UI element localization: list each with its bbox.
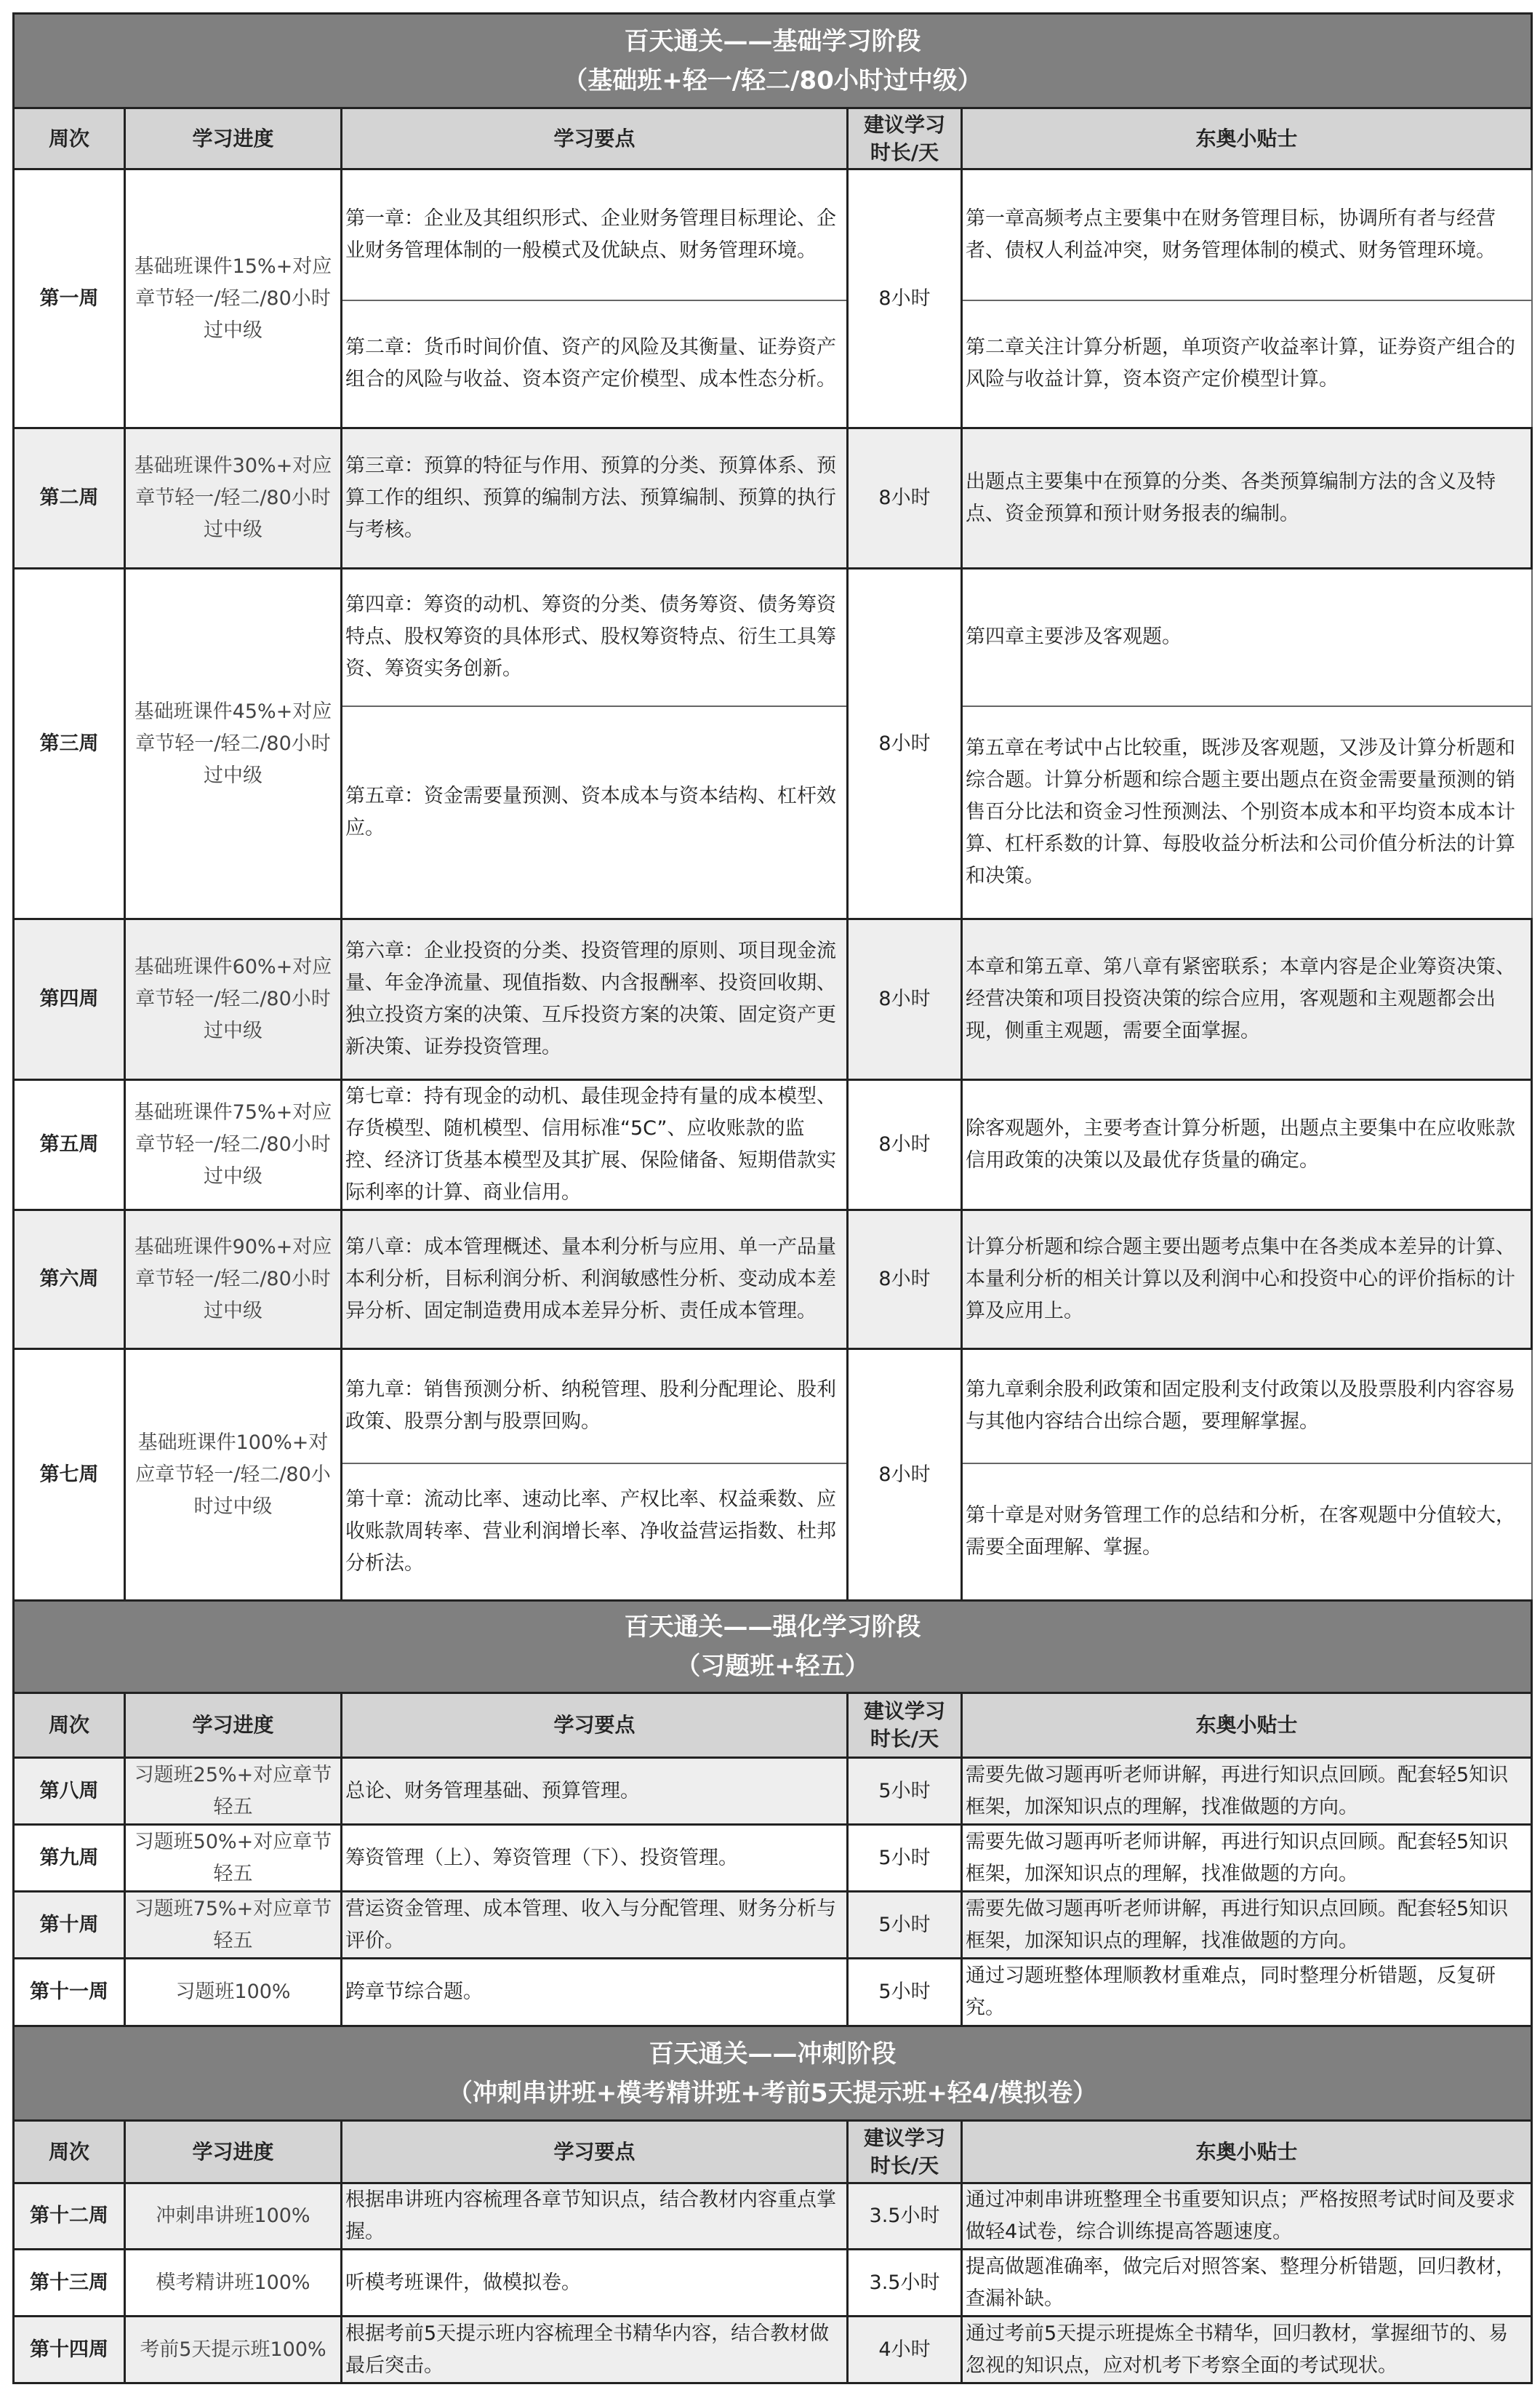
hours-cell-text: 5小时 bbox=[878, 1981, 931, 2003]
hours-cell-text: 4小时 bbox=[878, 2338, 931, 2361]
table-row bbox=[14, 569, 1532, 706]
section-title: 百天通关——基础学习阶段 bbox=[624, 26, 921, 56]
tip-cell-text: 需要先做习题再听老师讲解，再进行知识点回顾。配套轻5知识框架，加深知识点的理解，找准做题的方向。 bbox=[966, 1830, 1509, 1885]
week-cell-text: 第五周 bbox=[39, 1133, 99, 1156]
column-header-text: 周次 bbox=[48, 2139, 89, 2164]
key-points-cell-text: 筹资管理（上）、筹资管理（下）、投资管理。 bbox=[345, 1846, 738, 1869]
column-header bbox=[125, 108, 342, 169]
progress-cell-text: 基础班课件90%+对应章节轻一/轻二/80小时过中级 bbox=[134, 1236, 332, 1322]
column-header-text: 东奥小贴士 bbox=[1195, 2139, 1298, 2164]
column-header-text: 建议学习时长/天 bbox=[863, 112, 945, 164]
week-cell bbox=[14, 1210, 125, 1349]
tip-cell-text: 第十章是对财务管理工作的总结和分析，在客观题中分值较大，需要全面理解、掌握。 bbox=[966, 1503, 1515, 1559]
progress-cell bbox=[125, 2317, 342, 2383]
week-cell-text: 第二周 bbox=[39, 487, 99, 509]
table-row bbox=[14, 428, 1532, 569]
section-title: 百天通关——冲刺阶段 bbox=[649, 2039, 897, 2069]
column-header bbox=[848, 108, 962, 169]
key-points-cell bbox=[342, 919, 848, 1080]
column-header-text: 周次 bbox=[48, 126, 89, 151]
hours-cell-text: 8小时 bbox=[878, 1268, 931, 1290]
week-cell bbox=[14, 1080, 125, 1210]
week-cell bbox=[14, 169, 125, 428]
tip-cell bbox=[962, 706, 1532, 919]
column-header-text: 学习要点 bbox=[553, 126, 635, 151]
tip-cell-text: 提高做题准确率，做完后对照答案、整理分析错题，回归教材，查漏补缺。 bbox=[966, 2255, 1515, 2310]
week-cell-text: 第十一周 bbox=[30, 1981, 108, 2003]
section-title: 百天通关——强化学习阶段 bbox=[624, 1612, 921, 1642]
hours-cell bbox=[848, 1959, 962, 2026]
key-points-cell-text: 第一章：企业及其组织形式、企业财务管理目标理论、企业财务管理体制的一般模式及优缺点、财务管理环境。 bbox=[345, 207, 836, 262]
key-points-cell-text: 营运资金管理、成本管理、收入与分配管理、财务分析与评价。 bbox=[345, 1897, 836, 1952]
tip-cell bbox=[962, 1758, 1532, 1825]
hours-cell bbox=[848, 2250, 962, 2317]
progress-cell-text: 基础班课件60%+对应章节轻一/轻二/80小时过中级 bbox=[134, 956, 332, 1042]
key-points-cell bbox=[342, 706, 848, 919]
tip-cell-text: 第四章主要涉及客观题。 bbox=[966, 626, 1182, 649]
key-points-cell bbox=[342, 2183, 848, 2250]
table-row bbox=[14, 2317, 1532, 2383]
tip-cell bbox=[962, 1349, 1532, 1463]
study-plan-table bbox=[12, 12, 1533, 2384]
hours-cell-text: 8小时 bbox=[878, 732, 931, 755]
hours-cell bbox=[848, 1210, 962, 1349]
progress-cell-text: 基础班课件75%+对应章节轻一/轻二/80小时过中级 bbox=[134, 1101, 332, 1188]
week-cell-text: 第八周 bbox=[39, 1779, 99, 1802]
week-cell bbox=[14, 1959, 125, 2026]
key-points-cell bbox=[342, 300, 848, 428]
hours-cell bbox=[848, 1349, 962, 1601]
column-header bbox=[342, 1693, 848, 1758]
key-points-cell bbox=[342, 1892, 848, 1959]
week-cell bbox=[14, 1349, 125, 1601]
column-header-text: 学习进度 bbox=[192, 1713, 274, 1737]
tip-cell bbox=[962, 1210, 1532, 1349]
column-header-text: 建议学习时长/天 bbox=[863, 2125, 945, 2178]
hours-cell-text: 5小时 bbox=[878, 1779, 931, 1802]
key-points-cell bbox=[342, 1210, 848, 1349]
table-row bbox=[14, 919, 1532, 1080]
week-cell bbox=[14, 2250, 125, 2317]
progress-cell-text: 冲刺串讲班100% bbox=[156, 2205, 310, 2227]
column-header bbox=[14, 2121, 125, 2183]
hours-cell-text: 8小时 bbox=[878, 487, 931, 509]
tip-cell bbox=[962, 1080, 1532, 1210]
column-header-text: 周次 bbox=[48, 1713, 89, 1737]
hours-cell bbox=[848, 1892, 962, 1959]
week-cell bbox=[14, 428, 125, 569]
week-cell-text: 第九周 bbox=[39, 1846, 99, 1869]
table-row bbox=[14, 1210, 1532, 1349]
key-points-cell-text: 根据串讲班内容梳理各章节知识点，结合教材内容重点掌握。 bbox=[345, 2189, 836, 2243]
hours-cell-text: 3.5小时 bbox=[869, 2205, 940, 2227]
week-cell bbox=[14, 1825, 125, 1892]
week-cell bbox=[14, 1758, 125, 1825]
tip-cell-text: 通过冲刺串讲班整理全书重要知识点；严格按照考试时间及要求做轻4试卷，综合训练提高答题速度。 bbox=[966, 2189, 1515, 2243]
table-row bbox=[14, 2183, 1532, 2250]
table-row bbox=[14, 1349, 1532, 1463]
progress-cell-text: 习题班50%+对应章节轻五 bbox=[134, 1830, 332, 1885]
week-cell-text: 第三周 bbox=[39, 732, 99, 755]
hours-cell-text: 8小时 bbox=[878, 1133, 931, 1156]
hours-cell bbox=[848, 428, 962, 569]
progress-cell bbox=[125, 1349, 342, 1601]
tip-cell-text: 第九章剩余股利政策和固定股利支付政策以及股票股利内容容易与其他内容结合出综合题，要理解掌握。 bbox=[966, 1378, 1515, 1434]
progress-cell-text: 基础班课件30%+对应章节轻一/轻二/80小时过中级 bbox=[134, 455, 332, 541]
hours-cell-text: 8小时 bbox=[878, 1463, 931, 1486]
key-points-cell bbox=[342, 1080, 848, 1210]
week-cell-text: 第四周 bbox=[39, 988, 99, 1010]
key-points-cell-text: 第二章：货币时间价值、资产的风险及其衡量、证券资产组合的风险与收益、资本资产定价模型、成本性态分析。 bbox=[345, 336, 836, 391]
week-cell-text: 第一周 bbox=[39, 287, 99, 310]
column-header-text: 学习进度 bbox=[192, 126, 274, 151]
progress-cell bbox=[125, 1825, 342, 1892]
column-header bbox=[14, 108, 125, 169]
key-points-cell bbox=[342, 428, 848, 569]
key-points-cell-text: 根据考前5天提示班内容梳理全书精华内容，结合教材做最后突击。 bbox=[345, 2322, 830, 2377]
hours-cell bbox=[848, 2183, 962, 2250]
table-row bbox=[14, 1959, 1532, 2026]
week-cell bbox=[14, 1892, 125, 1959]
progress-cell-text: 基础班课件15%+对应章节轻一/轻二/80小时过中级 bbox=[134, 255, 332, 342]
key-points-cell-text: 第四章：筹资的动机、筹资的分类、债务筹资、债务筹资特点、股权筹资的具体形式、股权筹资特点、衍生工具筹资、筹资实务创新。 bbox=[345, 593, 836, 681]
hours-cell-text: 5小时 bbox=[878, 1913, 931, 1936]
tip-cell-text: 计算分析题和综合题主要出题考点集中在各类成本差异的计算、本量利分析的相关计算以及利润中心和投资中心的评价指标的计算及应用上。 bbox=[966, 1236, 1515, 1322]
column-header-text: 东奥小贴士 bbox=[1195, 1713, 1298, 1737]
week-cell bbox=[14, 2317, 125, 2383]
progress-cell bbox=[125, 1080, 342, 1210]
section-title bbox=[14, 1601, 1532, 1693]
progress-cell bbox=[125, 569, 342, 919]
tip-cell bbox=[962, 2183, 1532, 2250]
week-cell-text: 第十二周 bbox=[30, 2205, 108, 2227]
week-cell bbox=[14, 569, 125, 919]
progress-cell-text: 模考精讲班100% bbox=[156, 2271, 310, 2294]
progress-cell-text: 习题班100% bbox=[175, 1981, 291, 2003]
table-row bbox=[14, 169, 1532, 300]
tip-cell-text: 第一章高频考点主要集中在财务管理目标，协调所有者与经营者、债权人利益冲突，财务管理体制的模式、财务管理环境。 bbox=[966, 207, 1496, 262]
tip-cell bbox=[962, 2317, 1532, 2383]
progress-cell bbox=[125, 1892, 342, 1959]
column-header bbox=[342, 2121, 848, 2183]
key-points-cell bbox=[342, 1825, 848, 1892]
key-points-cell bbox=[342, 2250, 848, 2317]
tip-cell-text: 第五章在考试中占比较重，既涉及客观题，又涉及计算分析题和综合题。计算分析题和综合题主要出题点在资金需要量预测的销售百分比法和资金习性预测法、个别资本成本和平均资本成本计算、杠杆系数的计算、每股收益分析法和公司价值分析法的计算和决策。 bbox=[966, 736, 1515, 887]
section-title bbox=[14, 2026, 1532, 2121]
key-points-cell-text: 第八章：成本管理概述、量本利分析与应用、单一产品量本利分析，目标利润分析、利润敏感性分析、变动成本差异分析、固定制造费用成本差异分析、责任成本管理。 bbox=[345, 1236, 836, 1322]
tip-cell-text: 第二章关注计算分析题，单项资产收益率计算，证券资产组合的风险与收益计算，资本资产定价模型计算。 bbox=[966, 336, 1515, 391]
tip-cell-text: 需要先做习题再听老师讲解，再进行知识点回顾。配套轻5知识框架，加深知识点的理解，找准做题的方向。 bbox=[966, 1763, 1509, 1818]
tip-cell bbox=[962, 1463, 1532, 1601]
column-header-text: 学习要点 bbox=[553, 2139, 635, 2164]
table-row bbox=[14, 2250, 1532, 2317]
column-header bbox=[962, 2121, 1532, 2183]
tip-cell-text: 除客观题外，主要考查计算分析题，出题点主要集中在应收账款信用政策的决策以及最优存货量的确定。 bbox=[966, 1117, 1515, 1172]
tip-cell bbox=[962, 169, 1532, 300]
hours-cell bbox=[848, 1080, 962, 1210]
table-row bbox=[14, 1758, 1532, 1825]
tip-cell-text: 通过习题班整体理顺教材重难点，同时整理分析错题，反复研究。 bbox=[966, 1965, 1496, 2019]
key-points-cell-text: 第十章：流动比率、速动比率、产权比率、权益乘数、应收账款周转率、营业利润增长率、净收益营运指数、杜邦分析法。 bbox=[345, 1487, 836, 1575]
week-cell bbox=[14, 2183, 125, 2250]
column-header-text: 学习进度 bbox=[192, 2139, 274, 2164]
progress-cell-text: 考前5天提示班100% bbox=[140, 2338, 326, 2361]
hours-cell-text: 8小时 bbox=[878, 988, 931, 1010]
tip-cell-text: 需要先做习题再听老师讲解，再进行知识点回顾。配套轻5知识框架，加深知识点的理解，找准做题的方向。 bbox=[966, 1897, 1509, 1952]
section-subtitle: （习题班+轻五） bbox=[675, 1652, 870, 1681]
tip-cell bbox=[962, 300, 1532, 428]
hours-cell bbox=[848, 919, 962, 1080]
hours-cell-text: 5小时 bbox=[878, 1846, 931, 1869]
key-points-cell-text: 第七章：持有现金的动机、最佳现金持有量的成本模型、存货模型、随机模型、信用标准“5C”、应收账款的监控、经济订货基本模型及其扩展、保险储备、短期借款实际利率的计算、商业信用。 bbox=[345, 1085, 836, 1204]
tip-cell bbox=[962, 919, 1532, 1080]
column-header-text: 建议学习时长/天 bbox=[863, 1699, 945, 1751]
hours-cell bbox=[848, 569, 962, 919]
week-cell-text: 第十周 bbox=[39, 1913, 99, 1936]
progress-cell bbox=[125, 919, 342, 1080]
progress-cell bbox=[125, 1758, 342, 1825]
tip-cell-text: 出题点主要集中在预算的分类、各类预算编制方法的含义及特点、资金预算和预计财务报表的编制。 bbox=[966, 471, 1496, 525]
tip-cell bbox=[962, 428, 1532, 569]
key-points-cell-text: 第五章：资金需要量预测、资本成本与资本结构、杠杆效应。 bbox=[345, 784, 836, 839]
key-points-cell-text: 第九章：销售预测分析、纳税管理、股利分配理论、股利政策、股票分割与股票回购。 bbox=[345, 1378, 836, 1434]
progress-cell bbox=[125, 428, 342, 569]
key-points-cell bbox=[342, 1349, 848, 1463]
week-cell-text: 第六周 bbox=[39, 1268, 99, 1290]
column-header bbox=[125, 2121, 342, 2183]
column-header bbox=[962, 1693, 1532, 1758]
column-header bbox=[342, 108, 848, 169]
key-points-cell-text: 听模考班课件，做模拟卷。 bbox=[345, 2271, 581, 2294]
progress-cell bbox=[125, 1210, 342, 1349]
hours-cell bbox=[848, 1825, 962, 1892]
hours-cell bbox=[848, 2317, 962, 2383]
table-row bbox=[14, 1080, 1532, 1210]
section-title bbox=[14, 14, 1532, 108]
table-row bbox=[14, 1892, 1532, 1959]
week-cell-text: 第十四周 bbox=[30, 2338, 108, 2361]
section-subtitle: （基础班+轻一/轻二/80小时过中级） bbox=[563, 65, 982, 95]
column-header-text: 学习要点 bbox=[553, 1713, 635, 1737]
key-points-cell bbox=[342, 2317, 848, 2383]
tip-cell bbox=[962, 1959, 1532, 2026]
tip-cell bbox=[962, 2250, 1532, 2317]
key-points-cell-text: 总论、财务管理基础、预算管理。 bbox=[345, 1779, 640, 1802]
key-points-cell-text: 跨章节综合题。 bbox=[345, 1981, 483, 2003]
progress-cell bbox=[125, 1959, 342, 2026]
tip-cell-text: 通过考前5天提示班提炼全书精华，回归教材，掌握细节的、易忽视的知识点，应对机考下考察全面的考试现状。 bbox=[966, 2322, 1509, 2377]
week-cell bbox=[14, 919, 125, 1080]
key-points-cell bbox=[342, 569, 848, 706]
progress-cell bbox=[125, 2183, 342, 2250]
column-header bbox=[125, 1693, 342, 1758]
tip-cell bbox=[962, 1892, 1532, 1959]
progress-cell-text: 基础班课件45%+对应章节轻一/轻二/80小时过中级 bbox=[134, 700, 332, 787]
column-header bbox=[14, 1693, 125, 1758]
key-points-cell-text: 第三章：预算的特征与作用、预算的分类、预算体系、预算工作的组织、预算的编制方法、预算编制、预算的执行与考核。 bbox=[345, 455, 836, 541]
tip-cell bbox=[962, 569, 1532, 706]
key-points-cell bbox=[342, 169, 848, 300]
tip-cell-text: 本章和第五章、第八章有紧密联系；本章内容是企业筹资决策、经营决策和项目投资决策的综合应用，客观题和主观题都会出现，侧重主观题，需要全面掌握。 bbox=[966, 956, 1515, 1042]
column-header bbox=[848, 2121, 962, 2183]
key-points-cell bbox=[342, 1959, 848, 2026]
table-row bbox=[14, 1825, 1532, 1892]
progress-cell bbox=[125, 169, 342, 428]
progress-cell-text: 习题班75%+对应章节轻五 bbox=[134, 1897, 332, 1952]
week-cell-text: 第十三周 bbox=[30, 2271, 108, 2294]
key-points-cell bbox=[342, 1463, 848, 1601]
key-points-cell bbox=[342, 1758, 848, 1825]
column-header bbox=[962, 108, 1532, 169]
tip-cell bbox=[962, 1825, 1532, 1892]
week-cell-text: 第七周 bbox=[39, 1463, 99, 1486]
progress-cell-text: 基础班课件100%+对应章节轻一/轻二/80小时过中级 bbox=[135, 1431, 331, 1518]
progress-cell bbox=[125, 2250, 342, 2317]
hours-cell bbox=[848, 1758, 962, 1825]
key-points-cell-text: 第六章：企业投资的分类、投资管理的原则、项目现金流量、年金净流量、现值指数、内含报酬率、投资回收期、独立投资方案的决策、互斥投资方案的决策、固定资产更新决策、证券投资管理。 bbox=[345, 940, 836, 1058]
hours-cell-text: 8小时 bbox=[878, 287, 931, 310]
hours-cell bbox=[848, 169, 962, 428]
column-header-text: 东奥小贴士 bbox=[1195, 126, 1298, 151]
column-header bbox=[848, 1693, 962, 1758]
hours-cell-text: 3.5小时 bbox=[869, 2271, 940, 2294]
section-subtitle: （冲刺串讲班+模考精讲班+考前5天提示班+轻4/模拟卷） bbox=[447, 2078, 1098, 2108]
progress-cell-text: 习题班25%+对应章节轻五 bbox=[134, 1763, 332, 1818]
